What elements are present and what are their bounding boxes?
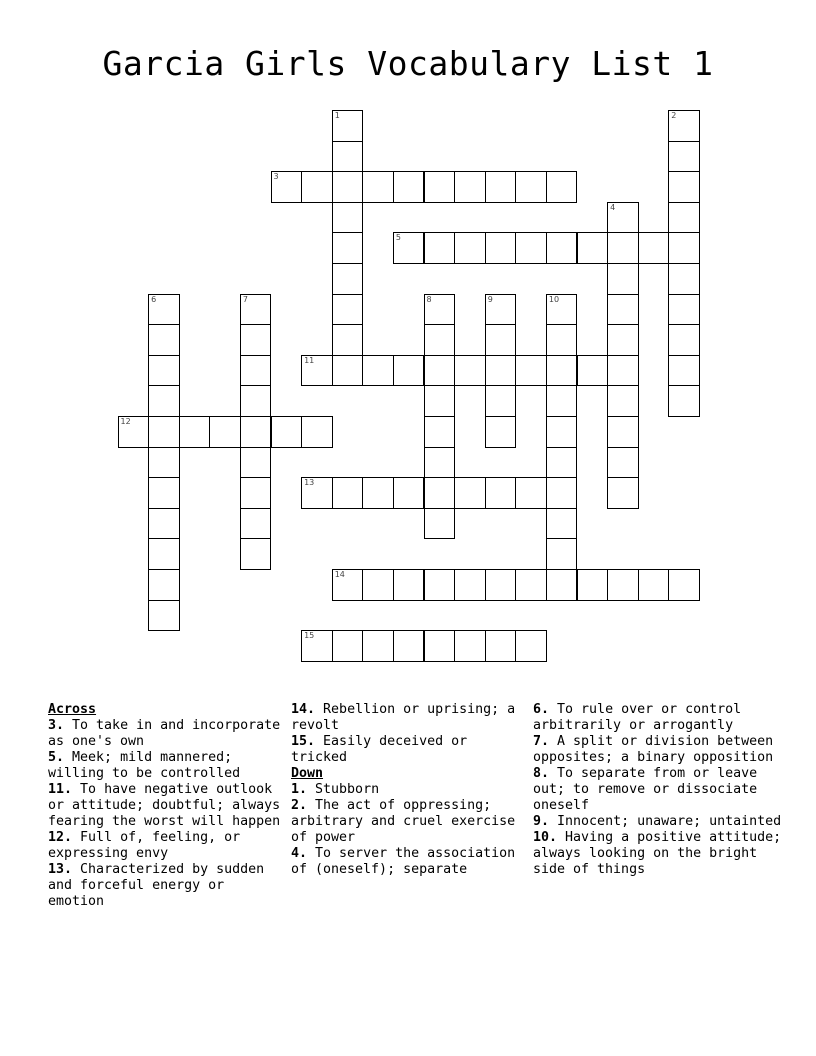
grid-cell[interactable] xyxy=(668,294,700,326)
clue-number: 4. xyxy=(291,846,308,861)
grid-cell[interactable] xyxy=(148,416,180,448)
grid-cell[interactable] xyxy=(240,538,272,570)
grid-cell[interactable] xyxy=(515,355,547,387)
down-heading: Down xyxy=(291,766,324,781)
clue-text: Meek; mild mannered; willing to be controlled xyxy=(48,750,241,781)
grid-cell[interactable] xyxy=(668,569,700,601)
grid-cell[interactable] xyxy=(332,355,364,387)
grid-cell[interactable] xyxy=(485,477,517,509)
grid-cell[interactable] xyxy=(515,569,547,601)
grid-cell[interactable] xyxy=(424,630,456,662)
grid-cell[interactable] xyxy=(607,569,639,601)
grid-cell[interactable] xyxy=(179,416,211,448)
grid-cell[interactable] xyxy=(424,508,456,540)
grid-cell[interactable] xyxy=(332,232,364,264)
grid-cell[interactable] xyxy=(424,324,456,356)
grid-cell[interactable] xyxy=(362,477,394,509)
grid-cell[interactable] xyxy=(424,355,456,387)
grid-cell[interactable] xyxy=(577,232,609,264)
grid-cell[interactable] xyxy=(332,324,364,356)
clue-down-6 xyxy=(533,702,783,734)
grid-cell[interactable] xyxy=(332,477,364,509)
clue-text: To server the association of (oneself); separate xyxy=(291,846,516,877)
clue-number-label: 12 xyxy=(120,417,131,426)
clue-number-label: 1 xyxy=(334,111,340,120)
grid-cell[interactable] xyxy=(607,294,639,326)
clue-text: To have negative outlook or attitude; doubtful; always fearing the worst will happen xyxy=(48,782,281,829)
grid-cell[interactable] xyxy=(546,538,578,570)
grid-cell[interactable] xyxy=(485,569,517,601)
grid-cell[interactable] xyxy=(148,447,180,479)
clue-number-label: 6 xyxy=(151,294,157,304)
clue-down-1 xyxy=(291,782,531,798)
clue-number: 13. xyxy=(48,862,73,877)
clue-across-5 xyxy=(48,750,288,782)
grid-cell[interactable] xyxy=(209,416,241,448)
grid-cell[interactable] xyxy=(362,171,394,203)
grid-cell[interactable] xyxy=(515,630,547,662)
clue-number: 6. xyxy=(533,702,550,717)
page-title: Garcia Girls Vocabulary List 1 xyxy=(102,44,714,83)
grid-cell[interactable] xyxy=(546,416,578,448)
grid-cell[interactable] xyxy=(546,508,578,540)
clue-text: Stubborn xyxy=(315,782,380,797)
grid-cell[interactable] xyxy=(332,569,364,601)
clue-number: 11. xyxy=(48,782,73,797)
grid-cell[interactable] xyxy=(577,355,609,387)
grid-cell[interactable] xyxy=(424,294,456,326)
grid-cell[interactable] xyxy=(301,630,333,662)
grid-cell[interactable] xyxy=(515,477,547,509)
grid-cell[interactable] xyxy=(393,477,425,509)
clue-text: Easily deceived or tricked xyxy=(291,734,468,765)
grid-cell[interactable] xyxy=(148,355,180,387)
clue-down-4 xyxy=(291,846,531,878)
clue-across-13 xyxy=(48,862,288,910)
clues-column-2 xyxy=(291,702,531,878)
grid-cell[interactable] xyxy=(607,232,639,264)
grid-cell[interactable] xyxy=(454,171,486,203)
clue-number-label: 10 xyxy=(548,294,560,304)
clue-number: 8. xyxy=(533,766,550,781)
grid-cell[interactable] xyxy=(607,385,639,417)
grid-cell[interactable] xyxy=(668,171,700,203)
grid-cell[interactable] xyxy=(638,569,670,601)
grid-cell[interactable] xyxy=(393,569,425,601)
grid-cell[interactable] xyxy=(240,447,272,479)
clue-text: Rebellion or uprising; a revolt xyxy=(291,702,516,733)
grid-cell[interactable] xyxy=(332,110,364,142)
grid-cell[interactable] xyxy=(240,416,272,448)
grid-cell[interactable] xyxy=(485,385,517,417)
clue-number: 15. xyxy=(291,734,316,749)
grid-cell[interactable] xyxy=(454,232,486,264)
clue-number-label: 2 xyxy=(671,111,677,120)
clue-number: 9. xyxy=(533,814,550,829)
clue-down-7 xyxy=(533,734,783,766)
grid-cell[interactable] xyxy=(485,171,517,203)
clue-text: To rule over or control arbitrarily or arrogantly xyxy=(533,702,742,733)
grid-cell[interactable] xyxy=(362,630,394,662)
grid-cell[interactable] xyxy=(393,232,425,264)
grid-cell[interactable] xyxy=(118,416,150,448)
grid-cell[interactable] xyxy=(148,477,180,509)
clues-column-3 xyxy=(533,702,783,878)
grid-cell[interactable] xyxy=(393,355,425,387)
grid-cell[interactable] xyxy=(148,600,180,632)
clue-number: 5. xyxy=(48,750,65,765)
grid-cell[interactable] xyxy=(668,324,700,356)
grid-cell[interactable] xyxy=(546,171,578,203)
grid-cell[interactable] xyxy=(240,324,272,356)
clue-number: 1. xyxy=(291,782,308,797)
grid-cell[interactable] xyxy=(607,202,639,234)
clue-text: Full of, feeling, or expressing envy xyxy=(48,830,241,861)
clue-across-15 xyxy=(291,734,531,766)
clue-down-10 xyxy=(533,830,783,878)
grid-cell[interactable] xyxy=(668,232,700,264)
grid-cell[interactable] xyxy=(424,447,456,479)
grid-cell[interactable] xyxy=(301,416,333,448)
clue-text: A split or division between opposites; a binary opposition xyxy=(533,734,774,765)
clue-text: The act of oppressing; arbitrary and cruel exercise of power xyxy=(291,798,516,845)
grid-cell[interactable] xyxy=(485,232,517,264)
clue-text: Characterized by sudden and forceful energy or emotion xyxy=(48,862,265,909)
grid-cell[interactable] xyxy=(240,355,272,387)
clue-number-label: 15 xyxy=(304,631,315,641)
clue-down-8 xyxy=(533,766,783,814)
clue-text: Innocent; unaware; untainted xyxy=(557,814,782,829)
grid-cell[interactable] xyxy=(424,232,456,264)
grid-cell[interactable] xyxy=(454,477,486,509)
grid-cell[interactable] xyxy=(393,630,425,662)
grid-cell[interactable] xyxy=(668,385,700,417)
grid-cell[interactable] xyxy=(332,630,364,662)
grid-cell[interactable] xyxy=(148,324,180,356)
clue-number-label: 4 xyxy=(610,202,616,212)
grid-cell[interactable] xyxy=(424,569,456,601)
clue-number-label: 5 xyxy=(395,233,401,243)
across-heading: Across xyxy=(48,702,97,717)
grid-cell[interactable] xyxy=(332,263,364,295)
grid-cell[interactable] xyxy=(546,569,578,601)
clue-down-2 xyxy=(291,798,531,846)
grid-cell[interactable] xyxy=(668,355,700,387)
grid-cell[interactable] xyxy=(301,477,333,509)
grid-cell[interactable] xyxy=(515,171,547,203)
grid-cell[interactable] xyxy=(148,569,180,601)
grid-cell[interactable] xyxy=(607,355,639,387)
clue-across-14 xyxy=(291,702,531,734)
grid-cell[interactable] xyxy=(332,294,364,326)
grid-cell[interactable] xyxy=(362,569,394,601)
clue-across-11 xyxy=(48,782,288,830)
clue-text: To take in and incorporate as one's own xyxy=(48,718,281,749)
clue-number: 12. xyxy=(48,830,73,845)
grid-cell[interactable] xyxy=(485,355,517,387)
grid-cell[interactable] xyxy=(668,110,700,142)
grid-cell[interactable] xyxy=(424,385,456,417)
grid-cell[interactable] xyxy=(301,171,333,203)
grid-cell[interactable] xyxy=(332,171,364,203)
grid-cell[interactable] xyxy=(607,447,639,479)
grid-cell[interactable] xyxy=(607,263,639,295)
grid-cell[interactable] xyxy=(148,385,180,417)
grid-cell[interactable] xyxy=(485,294,517,326)
grid-cell[interactable] xyxy=(668,263,700,295)
grid-cell[interactable] xyxy=(485,324,517,356)
grid-cell[interactable] xyxy=(546,385,578,417)
grid-cell[interactable] xyxy=(301,355,333,387)
grid-cell[interactable] xyxy=(485,630,517,662)
clue-across-12 xyxy=(48,830,288,862)
grid-cell[interactable] xyxy=(393,171,425,203)
grid-cell[interactable] xyxy=(271,416,303,448)
grid-cell[interactable] xyxy=(515,232,547,264)
grid-cell[interactable] xyxy=(607,416,639,448)
grid-cell[interactable] xyxy=(546,324,578,356)
clue-number: 10. xyxy=(533,830,558,845)
grid-cell[interactable] xyxy=(148,294,180,326)
clue-number-label: 7 xyxy=(242,294,248,304)
grid-cell[interactable] xyxy=(454,569,486,601)
grid-cell[interactable] xyxy=(240,294,272,326)
grid-cell[interactable] xyxy=(424,171,456,203)
grid-cell[interactable] xyxy=(546,355,578,387)
clue-number: 3. xyxy=(48,718,65,733)
clue-text: To separate from or leave out; to remove or dissociate oneself xyxy=(533,766,758,813)
grid-cell[interactable] xyxy=(607,324,639,356)
grid-cell[interactable] xyxy=(240,385,272,417)
clue-number-label: 11 xyxy=(304,355,315,365)
clue-number-label: 3 xyxy=(273,172,279,182)
grid-cell[interactable] xyxy=(546,447,578,479)
grid-cell[interactable] xyxy=(638,232,670,264)
grid-cell[interactable] xyxy=(546,477,578,509)
grid-cell[interactable] xyxy=(332,202,364,234)
grid-cell[interactable] xyxy=(668,202,700,234)
grid-cell[interactable] xyxy=(148,508,180,540)
grid-cell[interactable] xyxy=(454,355,486,387)
grid-cell[interactable] xyxy=(668,141,700,173)
clue-number: 2. xyxy=(291,798,308,813)
grid-cell[interactable] xyxy=(424,416,456,448)
grid-cell[interactable] xyxy=(362,355,394,387)
grid-cell[interactable] xyxy=(271,171,303,203)
clue-number-label: 9 xyxy=(487,294,493,304)
clue-number-label: 14 xyxy=(334,570,345,579)
grid-cell[interactable] xyxy=(240,508,272,540)
clue-number-label: 8 xyxy=(426,294,432,304)
grid-cell[interactable] xyxy=(240,477,272,509)
grid-cell[interactable] xyxy=(148,538,180,570)
clue-text: Having a positive attitude; always looking on the bright side of things xyxy=(533,830,782,877)
clues-column-1 xyxy=(48,702,288,910)
grid-cell[interactable] xyxy=(607,477,639,509)
clue-across-3 xyxy=(48,718,288,750)
clue-number: 14. xyxy=(291,702,316,717)
grid-cell[interactable] xyxy=(577,569,609,601)
grid-cell[interactable] xyxy=(424,477,456,509)
grid-cell[interactable] xyxy=(546,294,578,326)
grid-cell[interactable] xyxy=(546,232,578,264)
grid-cell[interactable] xyxy=(332,141,364,173)
clue-number-label: 13 xyxy=(304,478,315,488)
grid-cell[interactable] xyxy=(454,630,486,662)
clue-number: 7. xyxy=(533,734,550,749)
clue-down-9 xyxy=(533,814,783,830)
grid-cell[interactable] xyxy=(485,416,517,448)
